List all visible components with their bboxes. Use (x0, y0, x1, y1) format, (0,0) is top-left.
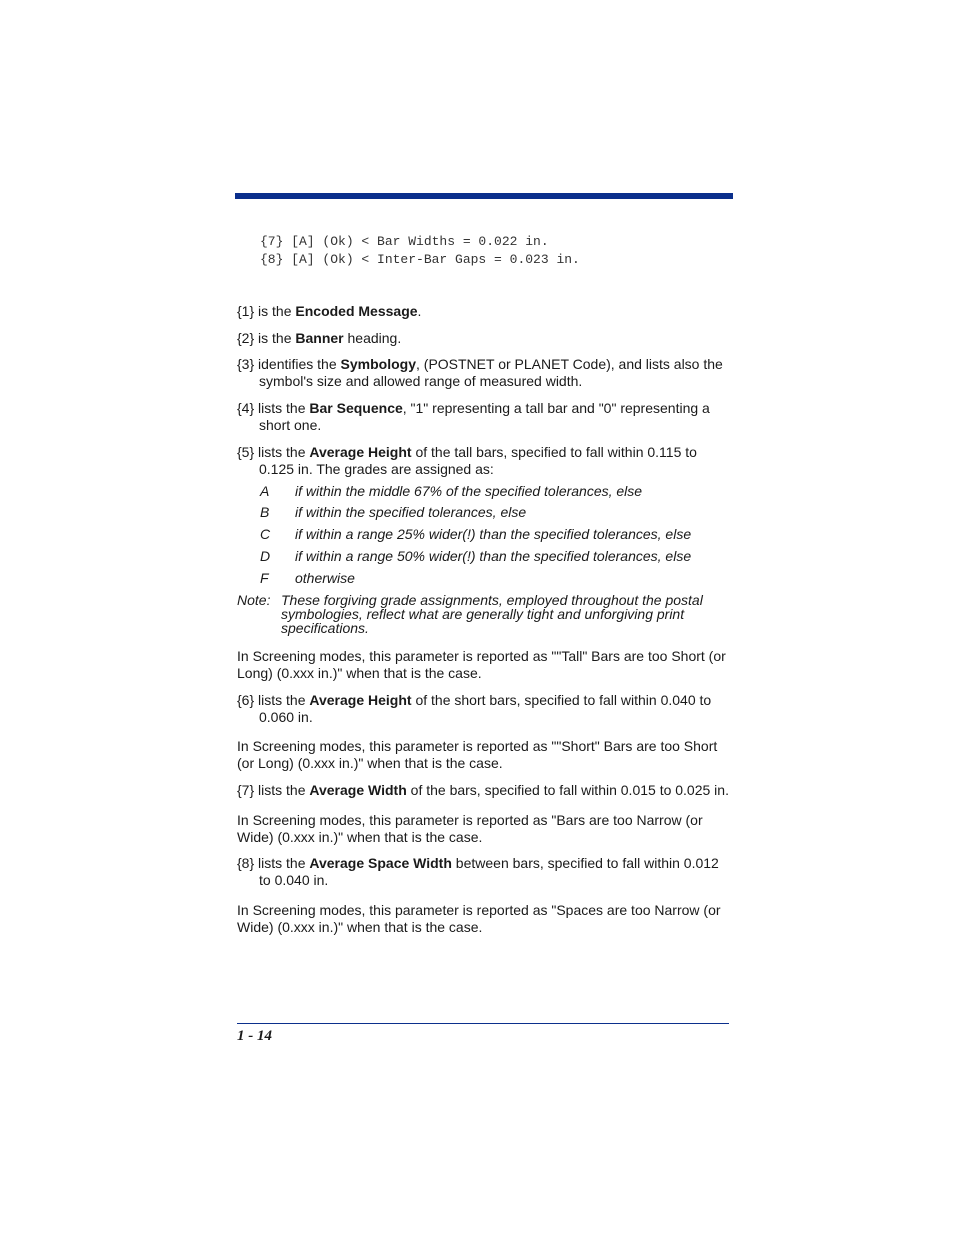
screening-tall: In Screening modes, this parameter is reported as ""Tall" Bars are too Short (or Long) (0.xxx in.)" when that is the case. (237, 648, 726, 681)
grade-a: A if within the middle 67% of the specified tolerances, else (260, 483, 643, 499)
grade-b: B if within the specified tolerances, else (260, 504, 527, 520)
code-line-8: {8} [A] (Ok) < Inter-Bar Gaps = 0.023 in. (260, 252, 580, 267)
grade-d: D if within a range 50% wider(!) than the specified tolerances, else (260, 548, 692, 564)
note-text: These forgiving grade assignments, employed throughout the postal symbologies, reflect what are generally tight and unforgiving print specifications. (281, 592, 703, 636)
item-8: {8} lists the Average Space Width between bars, specified to fall within 0.012 to 0.040 in. (237, 855, 719, 888)
grade-f: F otherwise (260, 570, 355, 586)
item-6: {6} lists the Average Height of the short bars, specified to fall within 0.040 to 0.060 in. (237, 692, 712, 725)
item-3: {3} identifies the Symbology, (POSTNET or PLANET Code), and lists also the symbol's size and allowed range of measured width. (237, 356, 723, 389)
screening-space: In Screening modes, this parameter is reported as "Spaces are too Narrow (or Wide) (0.xxx in.)" when that is the case. (237, 902, 721, 935)
grade-c: C if within a range 25% wider(!) than the specified tolerances, else (260, 526, 692, 542)
note-label: Note: (237, 592, 271, 608)
item-2: {2} is the Banner heading. (237, 330, 402, 346)
screening-width: In Screening modes, this parameter is reported as "Bars are too Narrow (or Wide) (0.xxx in.)" when that is the case. (237, 812, 703, 845)
footer-rule (237, 1023, 729, 1024)
header-rule (235, 193, 733, 199)
item-7: {7} lists the Average Width of the bars, specified to fall within 0.015 to 0.025 in. (237, 782, 729, 798)
code-line-7: {7} [A] (Ok) < Bar Widths = 0.022 in. (260, 234, 549, 249)
screening-short: In Screening modes, this parameter is reported as ""Short" Bars are too Short (or Long) (0.xxx in.)" when that is the case. (237, 738, 718, 771)
item-1: {1} is the Encoded Message. (237, 303, 422, 319)
item-4: {4} lists the Bar Sequence, "1" representing a tall bar and "0" representing a short one. (237, 400, 710, 433)
page-number: 1 - 14 (237, 1028, 272, 1044)
item-5: {5} lists the Average Height of the tall bars, specified to fall within 0.115 to 0.125 in. The grades are assigned as: (237, 444, 697, 477)
